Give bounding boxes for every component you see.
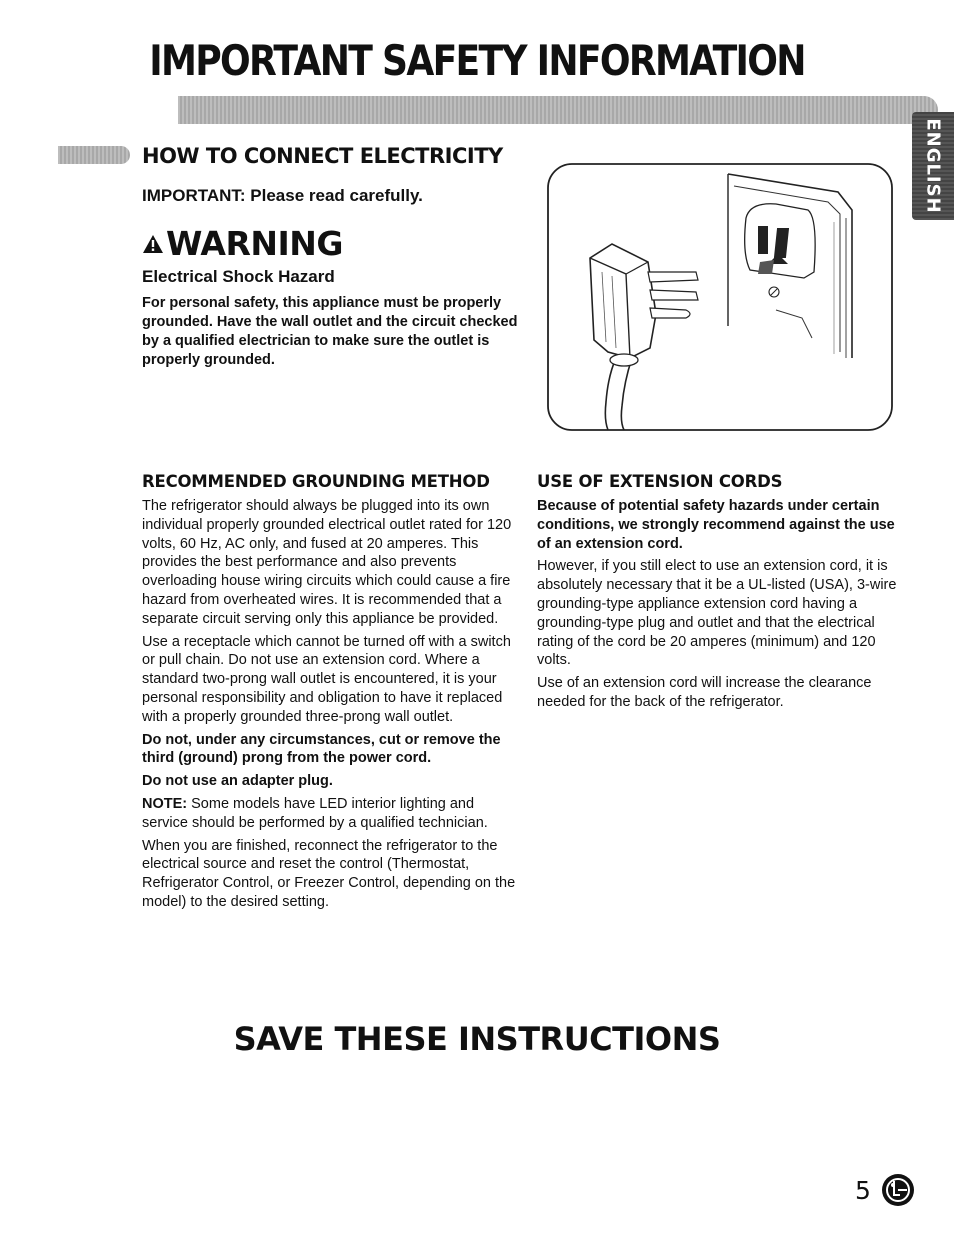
warning-body: For personal safety, this appliance must be properly grounded. Have the wall outlet and the circuit checked by a qualified electrician to make sure the outlet is properly grounded. (142, 295, 518, 368)
extension-paragraph-2: However, if you still elect to use an extension cord, it is absolutely necessary that it be a UL-listed (USA), 3-wire grounding-type appliance extension cord having a grounding-type plug and outlet and that the electrical rating of the cord be 20 amperes (minimum) and 120 volts. (537, 558, 897, 669)
grounding-paragraph-4: Do not use an adapter plug. (142, 773, 333, 790)
note-label: NOTE: (142, 795, 188, 812)
plug-and-outlet-illustration (546, 162, 896, 434)
warning-title-text: WARNING (166, 224, 343, 263)
lg-logo-icon (880, 1172, 916, 1208)
extension-paragraph-1: Because of potential safety hazards under certain conditions, we strongly recommend against the use of an extension cord. (537, 498, 895, 552)
important-note: IMPORTANT: Please read carefully. (142, 186, 423, 205)
grounding-heading: RECOMMENDED GROUNDING METHOD (142, 472, 490, 491)
grounding-section (142, 472, 522, 916)
page-title: IMPORTANT SAFETY INFORMATION (149, 36, 805, 85)
extension-paragraph-3: Use of an extension cord will increase the clearance needed for the back of the refrigerator. (537, 675, 872, 710)
extension-section (537, 472, 907, 716)
grounding-paragraph-3: Do not, under any circumstances, cut or remove the third (ground) prong from the power cord. (142, 731, 501, 767)
note-text: Some models have LED interior lighting and service should be performed by a qualified technician. (142, 795, 488, 831)
warning-title (142, 224, 343, 263)
grounding-paragraph-5: When you are finished, reconnect the refrigerator to the electrical source and reset the control (Thermostat, Refrigerator Control, or Freezer Control, depending on the model) to the desired setting. (142, 837, 516, 910)
hazard-title: Electrical Shock Hazard (142, 267, 335, 286)
grounding-paragraph-1: The refrigerator should always be plugged into its own individual properly grounded electrical outlet rated for 120 volts, 60 Hz, AC only, and fused at 20 amperes. This provides the best performance and also prevents overloading house wiring circuits which could cause a fire hazard from overheated wires. It is recommended that a separate circuit serving only this appliance be provided. (142, 498, 512, 627)
extension-heading: USE OF EXTENSION CORDS (537, 472, 783, 491)
header-divider-bar (178, 96, 938, 124)
save-instructions: SAVE THESE INSTRUCTIONS (233, 1020, 721, 1058)
grounding-paragraph-2: Use a receptacle which cannot be turned off with a switch or pull chain. Do not use an extension cord. Where a standard two-prong wall outlet is encountered, it is your personal responsibility and obligation to have it replaced with a properly grounded three-prong wall outlet. (142, 633, 511, 725)
warning-triangle-icon (142, 234, 164, 254)
language-tab (912, 112, 954, 220)
page-number: 5 (855, 1176, 871, 1205)
section-marker-bar (58, 146, 130, 164)
grounding-note (142, 795, 522, 833)
language-tab-label: ENGLISH (922, 118, 944, 214)
section-heading: HOW TO CONNECT ELECTRICITY (142, 144, 503, 168)
